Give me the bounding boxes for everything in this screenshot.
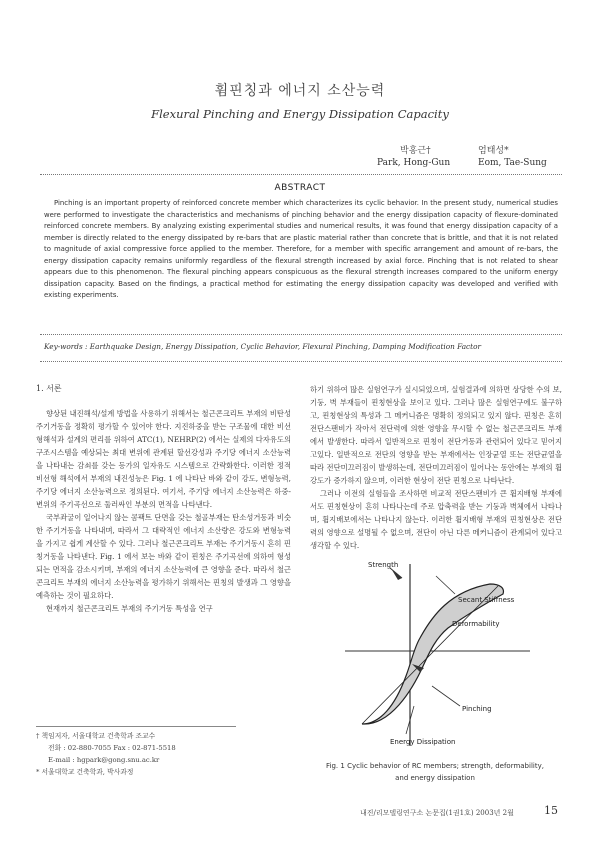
secant-stiffness-line — [362, 586, 498, 724]
page-number: 15 — [544, 804, 558, 817]
left-paragraph-3: 현재까지 철근콘크리트 부재의 주기거동 특성을 연구 — [46, 604, 213, 613]
author-2-korean: 엄태성* — [478, 146, 509, 156]
journal-footer: 내진/리모델링연구소 논문집(1권1호) 2003년 2월 — [360, 809, 514, 817]
figure-cyclic-behavior — [340, 556, 540, 756]
abstract-text: Pinching is an important property of reinforced concrete member which characterizes its cyclic behavior. In the present study, numerical studies were performed to investigate the characteristics and mechanisms of pinching behavior and the energy dissipation capacity of flexure-dominated reinforced concrete members. By analyzing existing experimental studies and numerical results, it was found that energy dissipation capacity of a member is directly related to the energy dissipated by re-bars that are plastic material rather than concrete that is brittle, and that it is not related to magnitude of axial compressive force applied to the member. Therefore, for a member with specific arrangement and amount of re-bars, the energy dissipation capacity remains uniformly regardless of the flexural strength increased by axial force. Pinching that is not related to shear appears due to this phenomenon. The flexural pinching appears conspicuous as the flexural strength increases compared to the uniform energy dissipation capacity. Based on the findings, a practical method for estimating the energy dissipation capacity was developed and verified with existing experiments. — [44, 199, 558, 299]
label-pinching: Pinching — [462, 705, 492, 713]
divider-top — [40, 174, 562, 175]
paper-title-english: Flexural Pinching and Energy Dissipation Capacity — [151, 107, 449, 121]
footnotes — [36, 730, 291, 778]
left-column-body — [36, 407, 291, 615]
abstract-heading: ABSTRACT — [274, 183, 326, 193]
author-1-korean: 박홍근† — [400, 146, 431, 156]
label-energy-dissipation: Energy Dissipation — [390, 738, 456, 746]
right-paragraph-1: 하기 위하여 많은 실험연구가 실시되었으며, 실험결과에 의하면 상당한 수의 보, 기둥, 벽 부재들이 핀칭현상을 보이고 있다. 그러나 많은 실험연구에도 불구하고, 핀칭현상의 특성과 그 메커니즘은 명확히 정의되고 있지 않다. 핀칭은 흔히 전단스팬비가 작아서 전단력에 의한 영향을 무시할 수 없는 철근콘크리트 부재에서 발생한다. 따라서 일반적으로 핀칭이 전단거동과 관련되어 있다고 믿어지고있다. 일반적으로 전단의 영향을 받는 부재에서는 인장균열 또는 전단균열을 따라 전단미끄러짐이 발생하는데, 전단미끄러짐이 일어나는 동안에는 부재의 휨강도가 증가하지 않으며, 이러한 현상이 전단 핀칭으로 나타난다. — [310, 385, 562, 485]
hysteresis-loop — [362, 584, 503, 724]
figure-caption-line-1: Fig. 1 Cyclic behavior of RC members; strength, deformability, — [326, 762, 544, 770]
section-heading-introduction: 1. 서론 — [36, 384, 62, 393]
paper-title-korean: 휨핀칭과 에너지 소산능력 — [214, 83, 386, 99]
author-1-english: Park, Hong-Gun — [377, 158, 451, 168]
keywords: Key-words : Earthquake Design, Energy Dissipation, Cyclic Behavior, Flexural Pinching, Damping Modification Factor — [44, 342, 481, 351]
figure-caption — [315, 760, 555, 784]
label-deformability: Deformability — [452, 620, 500, 628]
footnote-phone: 전화 : 02-880-7055 Fax : 02-871-5518 — [48, 744, 176, 752]
figure-caption-line-2: and energy dissipation — [395, 774, 475, 782]
left-paragraph-2: 국부좌굴이 일어나지 않는 콤팩트 단면을 갖는 철골부재는 탄소성거동과 비슷한 주기거동을 나타내며, 따라서 그 대략적인 에너지 소산량은 강도와 변형능력을 가지고 쉽게 계산할 수 있다. 그러나 철근콘크리트 부재는 주기거동시 흔히 핀칭거동을 나타낸다. Fig. 1 에서 보는 바와 같이 핀칭은 주기곡선에 의하여 형성되는 면적을 감소시키며, 부재의 에너지 소산능력에 큰 영향을 준다. 따라서 철근콘크리트 부재의 에너지 소산능력을 평가하기 위해서는 핀칭의 발생과 그 영향을 예측하는 것이 필요하다. — [36, 513, 291, 600]
right-column-body — [310, 383, 562, 552]
footnote-corresponding-author: † 책임저자, 서울대학교 건축학과 조교수 — [36, 732, 156, 740]
label-strength: Strength — [368, 561, 399, 569]
author-2-english: Eom, Tae-Sung — [478, 158, 547, 168]
secant-leader-line — [436, 576, 455, 594]
footnote-email: E-mail : hgpark@gong.snu.ac.kr — [48, 756, 160, 764]
divider-abstract-bottom — [40, 361, 562, 362]
right-paragraph-2: 그러나 이전의 실험들을 조사하면 비교적 전단스팬비가 큰 휨지배형 부재에서도 핀칭현상이 흔히 나타나는데 주로 압축력을 받는 기둥과 벽체에서 나타나며, 휨지배보에서는 나타나지 않는다. 이러한 휨지배형 부재의 핀칭현상은 전단력의 영향으로 설명될 수 없으며, 전단이 아닌 다른 메커니즘이 관계되어 있다고 생각할 수 있다. — [310, 489, 562, 550]
pinching-leader-line — [432, 686, 460, 706]
footnote-second-author: * 서울대학교 건축학과, 박사과정 — [36, 768, 134, 776]
divider-abstract-top — [40, 334, 562, 335]
footnote-rule — [36, 726, 236, 727]
label-secant-stiffness: Secant Stiffness — [458, 596, 515, 604]
left-paragraph-1: 향상된 내진해석/설계 방법을 사용하기 위해서는 철근콘크리트 부재의 비탄성 주기거동을 정확히 평가할 수 있어야 한다. 지진하중을 받는 구조물에 대한 비선형해석과 설계의 편리를 위하여 ATC(1), NEHRP(2) 에서는 실제의 다자유도의 구조시스템을 예상되는 최대 변위에 관계된 할선강성과 주기당 에너지 소산능력을 나타내는 감쇠를 갖는 등가의 일자유도 시스템으로 간략화한다. 이러한 정적 비선형 해석에서 부재의 내진성능은 Fig. 1 에 나타난 바와 같이 강도, 변형능력, 주기당 에너지 소산능력으로 정의된다. 여기서, 주기당 에너지 소산능력은 하중-변위의 주기곡선으로 둘러싸인 부분의 면적을 나타낸다. — [36, 409, 291, 509]
